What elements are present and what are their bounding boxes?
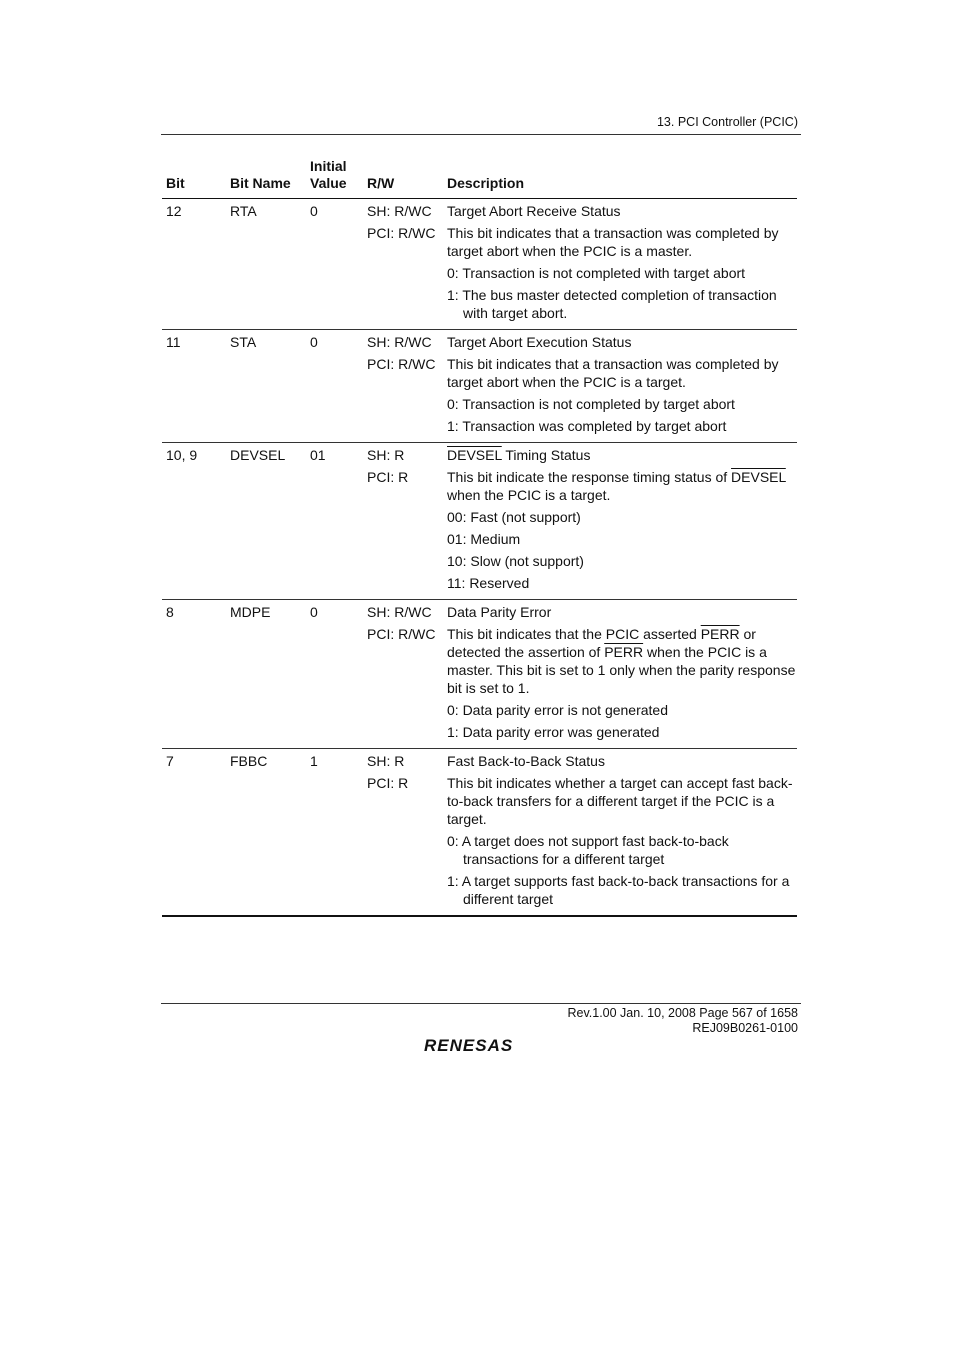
description-text: when the PCIC is a target. <box>447 487 611 503</box>
column-header-initial-value: Initial Value <box>310 158 347 191</box>
cell-bit: 12 <box>166 203 182 219</box>
overline-signal: DEVSEL <box>447 447 502 463</box>
description-text: 1: A target supports fast back-to-back transactions for a different target <box>447 873 790 907</box>
description-text: 0: Data parity error is not generated <box>447 702 669 718</box>
footer-rule <box>161 1003 801 1004</box>
cell-bit: 10, 9 <box>166 447 198 463</box>
cell-description <box>447 600 797 748</box>
description-line <box>447 752 797 770</box>
description-line <box>447 530 797 548</box>
cell-description <box>447 749 797 915</box>
description-line <box>447 264 797 282</box>
cell-description <box>447 443 797 599</box>
description-line <box>447 202 797 220</box>
cell-rw <box>367 202 447 246</box>
column-header-bit-name: Bit Name <box>230 175 291 191</box>
table-row <box>162 199 797 330</box>
description-text: This bit indicate the response timing status of <box>447 469 732 485</box>
table-row <box>162 443 797 600</box>
cell-rw <box>367 752 447 796</box>
cell-bit: 8 <box>166 604 174 620</box>
rw-value: PCI: R/WC <box>367 626 436 642</box>
column-header-bit: Bit <box>166 175 185 191</box>
description-text: Target Abort Receive Status <box>447 203 621 219</box>
description-text: when the PCIC is a master. This bit is set to 1 only when the parity response bit is set to 1. <box>447 644 796 696</box>
cell-description <box>447 330 797 442</box>
description-text: Timing Status <box>501 447 591 463</box>
description-text: 0: Transaction is not completed with target abort <box>447 265 746 281</box>
description-line <box>447 333 797 351</box>
description-line <box>447 508 797 526</box>
rw-value: PCI: R/WC <box>367 225 436 241</box>
description-text: This bit indicates that a transaction was completed by target abort when the PCIC is a master. <box>447 225 779 259</box>
overline-signal: PERR <box>700 626 740 642</box>
description-text: This bit indicates that a transaction was completed by target abort when the PCIC is a target. <box>447 356 779 390</box>
description-line <box>447 701 797 719</box>
description-line <box>447 574 797 592</box>
description-text: 01: Medium <box>447 531 521 547</box>
description-line <box>447 446 797 464</box>
cell-rw <box>367 603 447 647</box>
logo-text: RENESAS <box>424 1036 514 1055</box>
cell-bit-name: MDPE <box>230 604 271 620</box>
renesas-logo <box>422 1034 542 1061</box>
table-row <box>162 330 797 443</box>
description-text: 00: Fast (not support) <box>447 509 581 525</box>
description-line <box>447 774 797 828</box>
cell-bit: 7 <box>166 753 174 769</box>
footer-doc-code: REJ09B0261-0100 <box>692 1021 798 1035</box>
cell-rw <box>367 446 447 490</box>
description-line <box>447 468 797 504</box>
description-text: This bit indicates that the PCIC asserted <box>447 626 701 642</box>
rw-value: PCI: R <box>367 469 409 485</box>
cell-initial-value: 01 <box>310 447 326 463</box>
description-line <box>447 603 797 621</box>
section-header: 13. PCI Controller (PCIC) <box>656 115 798 129</box>
description-line <box>447 224 797 260</box>
cell-initial-value: 0 <box>310 334 318 350</box>
table-row <box>162 600 797 749</box>
cell-bit-name: RTA <box>230 203 257 219</box>
cell-rw <box>367 333 447 377</box>
column-header-rw: R/W <box>367 175 395 191</box>
description-line <box>447 872 797 908</box>
rw-value: SH: R/WC <box>367 604 432 620</box>
renesas-logo-icon <box>422 1034 542 1056</box>
cell-bit-name: DEVSEL <box>230 447 286 463</box>
cell-initial-value: 0 <box>310 203 318 219</box>
description-line <box>447 552 797 570</box>
description-text: Target Abort Execution Status <box>447 334 632 350</box>
description-line <box>447 723 797 741</box>
rw-value: PCI: R <box>367 775 409 791</box>
description-text: 1: Data parity error was generated <box>447 724 660 740</box>
rw-value: SH: R/WC <box>367 203 432 219</box>
description-text: Data Parity Error <box>447 604 552 620</box>
description-text: 0: A target does not support fast back-to-back transactions for a different target <box>447 833 729 867</box>
description-line <box>447 355 797 391</box>
cell-bit: 11 <box>166 334 181 350</box>
footer-info <box>567 1006 798 1036</box>
cell-initial-value: 0 <box>310 604 318 620</box>
column-header-description: Description <box>447 175 525 191</box>
rw-value: SH: R <box>367 447 405 463</box>
description-text: or detected the assertion of <box>447 626 756 660</box>
description-line <box>447 417 797 435</box>
description-line <box>447 395 797 413</box>
description-text: 0: Transaction is not completed by target abort <box>447 396 735 412</box>
description-text: This bit indicates whether a target can accept fast back-to-back transfers for a different target if the PCIC is a target. <box>447 775 793 827</box>
rw-value: SH: R/WC <box>367 334 432 350</box>
overline-signal: DEVSEL <box>731 469 786 485</box>
cell-description <box>447 199 797 329</box>
description-line <box>447 832 797 868</box>
table-row <box>162 749 797 917</box>
table-header <box>162 158 797 198</box>
cell-bit-name: FBBC <box>230 753 268 769</box>
cell-initial-value: 1 <box>310 753 318 769</box>
footer-revision: Rev.1.00 Jan. 10, 2008 Page 567 of 1658 <box>567 1006 798 1020</box>
header-rule <box>161 134 801 135</box>
cell-bit-name: STA <box>230 334 257 350</box>
description-line <box>447 286 797 322</box>
description-text: Fast Back-to-Back Status <box>447 753 605 769</box>
description-text: 1: The bus master detected completion of transaction with target abort. <box>447 287 777 321</box>
description-line <box>447 625 797 697</box>
description-text: 11: Reserved <box>447 575 530 591</box>
description-text: 1: Transaction was completed by target abort <box>447 418 727 434</box>
overline-signal: PERR <box>604 644 644 660</box>
register-table-body <box>162 199 797 917</box>
description-text: 10: Slow (not support) <box>447 553 584 569</box>
rw-value: SH: R <box>367 753 405 769</box>
rw-value: PCI: R/WC <box>367 356 436 372</box>
